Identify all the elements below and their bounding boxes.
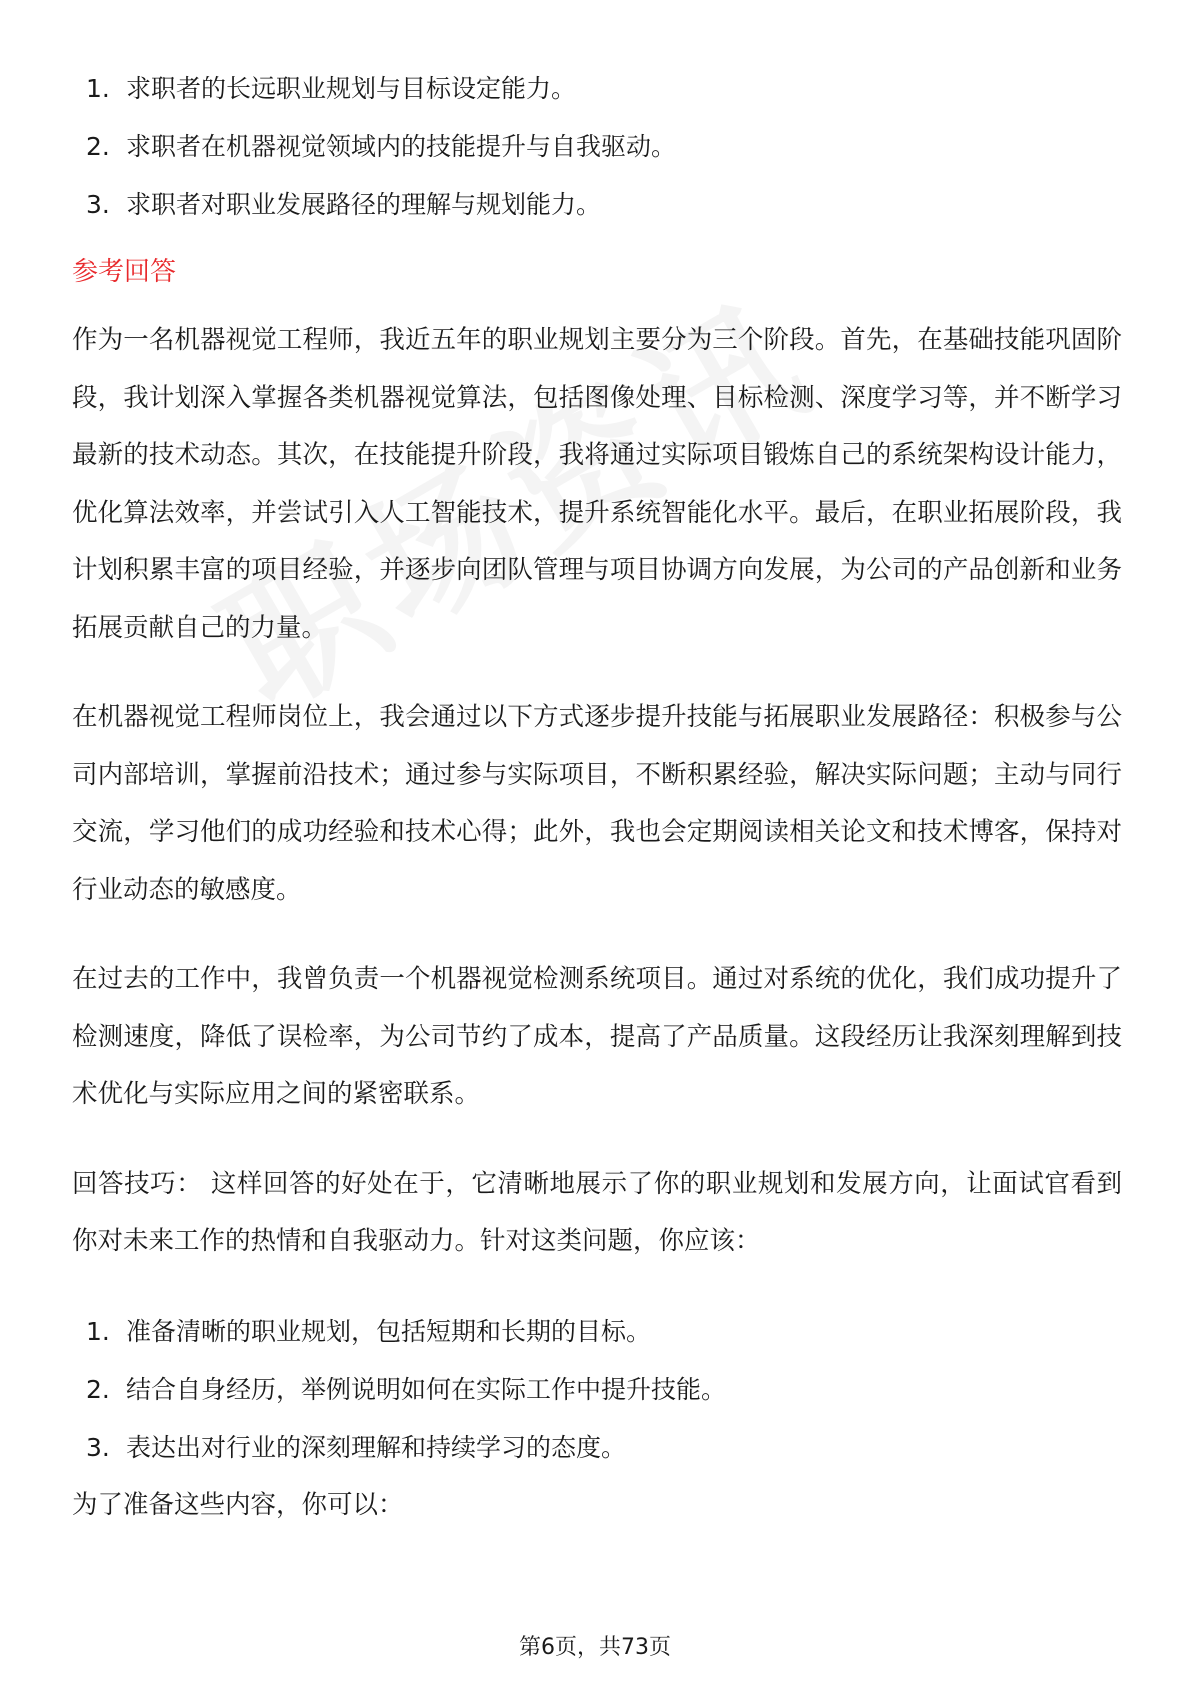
list-item	[72, 1419, 1122, 1477]
list-item-number: 3.	[86, 1432, 110, 1462]
list-item-number: 3.	[86, 190, 110, 219]
answer-paragraph: 作为一名机器视觉工程师，我近五年的职业规划主要分为三个阶段。首先，在基础技能巩固阶段，我计划深入掌握各类机器视觉算法，包括图像处理、目标检测、深度学习等，并不断学习最新的技术动态。其次，在技能提升阶段，我将通过实际项目锻炼自己的系统架构设计能力，优化算法效率，并尝试引入人工智能技术，提升系统智能化水平。最后，在职业拓展阶段，我计划积累丰富的项目经验，并逐步向团队管理与项目协调方向发展，为公司的产品创新和业务拓展贡献自己的力量。	[72, 325, 1122, 643]
list-item-text: 求职者在机器视觉领域内的技能提升与自我驱动。	[126, 132, 677, 161]
list-item	[72, 176, 1122, 234]
answer-paragraph: 在过去的工作中，我曾负责一个机器视觉检测系统项目。通过对系统的优化，我们成功提升了检测速度，降低了误检率，为公司节约了成本，提高了产品质量。这段经历让我深刻理解到技术优化与实际应用之间的紧密联系。	[72, 964, 1122, 1109]
tips-list	[72, 1303, 1122, 1477]
answer-tips-paragraph: 回答技巧： 这样回答的好处在于，它清晰地展示了你的职业规划和发展方向，让面试官看到你对未来工作的热情和自我驱动力。针对这类问题，你应该：	[72, 1168, 1122, 1256]
list-item	[72, 1303, 1122, 1361]
reference-answer-heading: 参考回答	[72, 257, 177, 287]
list-item-text: 准备清晰的职业规划，包括短期和长期的目标。	[126, 1316, 652, 1346]
list-item-number: 1.	[86, 74, 110, 103]
closing-paragraph: 为了准备这些内容，你可以：	[72, 1489, 404, 1520]
page-number-footer: 第6页，共73页	[519, 1635, 671, 1660]
list-item-text: 结合自身经历，举例说明如何在实际工作中提升技能。	[126, 1374, 727, 1404]
list-item-number: 1.	[86, 1316, 110, 1346]
list-item-number: 2.	[86, 1374, 110, 1404]
list-item-number: 2.	[86, 132, 110, 161]
assessment-points-list	[72, 60, 1122, 234]
list-item	[72, 1361, 1122, 1419]
list-item-text: 求职者对职业发展路径的理解与规划能力。	[126, 190, 602, 219]
list-item-text: 表达出对行业的深刻理解和持续学习的态度。	[126, 1432, 627, 1462]
answer-paragraph: 在机器视觉工程师岗位上，我会通过以下方式逐步提升技能与拓展职业发展路径：积极参与公司内部培训，掌握前沿技术；通过参与实际项目，不断积累经验，解决实际问题；主动与同行交流，学习他们的成功经验和技术心得；此外，我也会定期阅读相关论文和技术博客，保持对行业动态的敏感度。	[72, 702, 1122, 905]
page-content	[72, 60, 1122, 1534]
list-item-text: 求职者的长远职业规划与目标设定能力。	[126, 74, 577, 103]
list-item	[72, 118, 1122, 176]
list-item	[72, 60, 1122, 118]
